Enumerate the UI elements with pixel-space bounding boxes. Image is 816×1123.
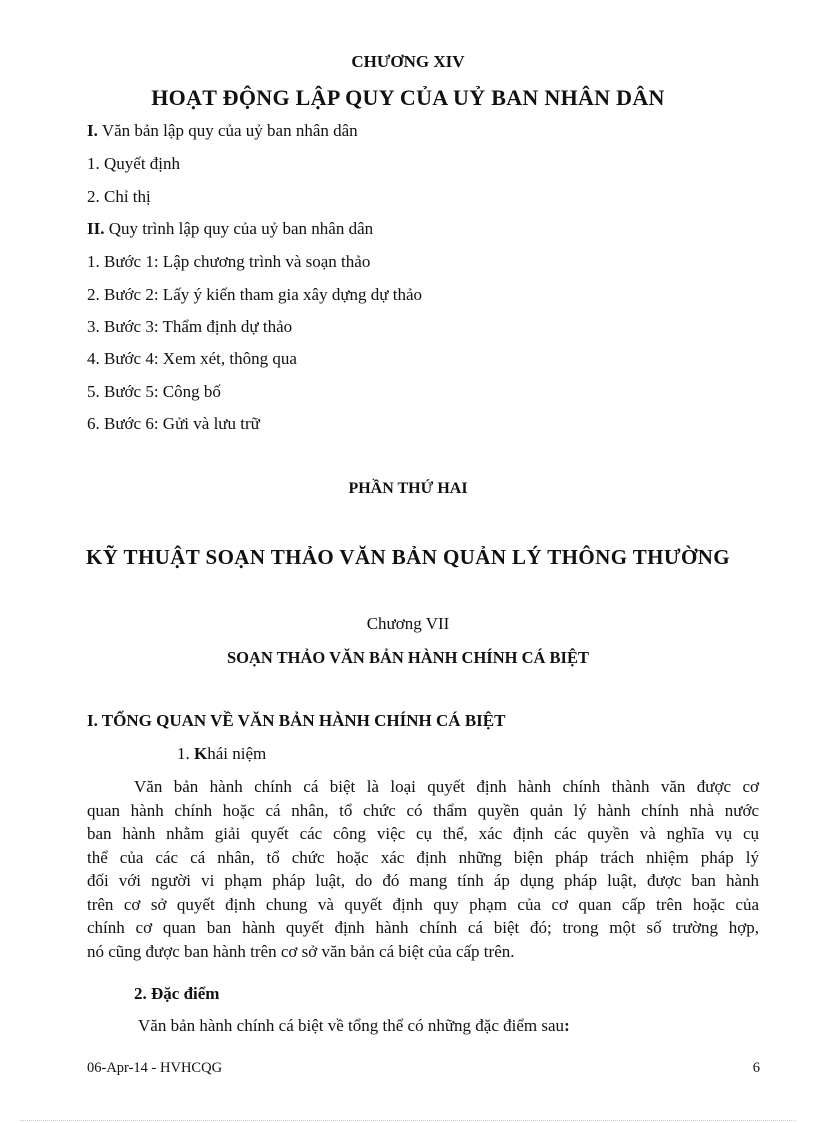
section-numeral: I. — [87, 121, 98, 140]
footer-left — [87, 1060, 222, 1077]
concept-paragraph — [87, 775, 759, 963]
page-number: 6 — [752, 1060, 760, 1076]
paragraph-line: quan hành chính hoặc cá nhân, tổ chức có thẩm quyền quản lý hành chính nhà nước — [87, 800, 759, 820]
part-label: PHẦN THỨ HAI — [348, 480, 468, 497]
outline-item: 3. Bước 3: Thẩm định dự thảo — [87, 317, 293, 336]
paragraph-line: Văn bản hành chính cá biệt là loại quyết định hành chính thành văn được cơ — [134, 777, 759, 796]
outline-item: 1. Bước 1: Lập chương trình và soạn thảo — [87, 252, 371, 271]
outline-item: 1. Quyết định — [87, 154, 181, 173]
features-intro-text: Văn bản hành chính cá biệt về tổng thể có những đặc điểm sau — [138, 1016, 565, 1035]
concept-subheading — [177, 744, 266, 764]
section-numeral: II. — [87, 219, 105, 238]
paragraph-line: thể của các cá nhân, tổ chức hoặc xác định những biện pháp trách nhiệm pháp lý — [87, 847, 759, 867]
part-title: KỸ THUẬT SOẠN THẢO VĂN BẢN QUẢN LÝ THÔNG THƯỜNG — [85, 545, 731, 569]
outline-section-2-heading — [87, 219, 373, 239]
footer-separator: - — [147, 1060, 161, 1076]
page-bottom-divider — [20, 1120, 796, 1121]
footer-source: HVHCQG — [160, 1060, 223, 1076]
section-title: Quy trình lập quy của uỷ ban nhân dân — [104, 219, 374, 238]
paragraph-line: chính cơ quan ban hành quyết định hành chính cá biệt đó; trong một số trường hợp, — [87, 918, 759, 937]
features-heading: 2. Đặc điểm — [134, 984, 220, 1003]
outline-section-1-heading — [87, 121, 358, 141]
features-intro-colon: : — [564, 1016, 570, 1035]
chapter-7-label: Chương VII — [366, 614, 450, 633]
paragraph-line: trên cơ sở quyết định chung và quyết định quy phạm của cơ quan cấp trên hoặc của — [87, 894, 759, 914]
chapter-7-title: SOẠN THẢO VĂN BẢN HÀNH CHÍNH CÁ BIỆT — [227, 648, 589, 667]
paragraph-line: đối với người vi phạm pháp luật, do đó mang tính áp dụng pháp luật, được ban hành — [87, 871, 759, 890]
outline-item: 4. Bước 4: Xem xét, thông qua — [87, 349, 297, 368]
outline-item: 5. Bước 5: Công bố — [87, 382, 221, 401]
chapter-label: CHƯƠNG XIV — [351, 52, 465, 71]
concept-number: 1. — [177, 744, 194, 763]
features-intro — [138, 1016, 570, 1036]
chapter-title: HOẠT ĐỘNG LẬP QUY CỦA UỶ BAN NHÂN DÂN — [151, 85, 665, 110]
overview-heading: I. TỔNG QUAN VỀ VĂN BẢN HÀNH CHÍNH CÁ BIỆT — [87, 711, 506, 730]
paragraph-line: nó cũng được ban hành trên cơ sở văn bản cá biệt của cấp trên. — [87, 941, 515, 961]
outline-item: 2. Bước 2: Lấy ý kiến tham gia xây dựng dự thảo — [87, 285, 423, 304]
outline-item: 6. Bước 6: Gửi và lưu trữ — [87, 414, 260, 433]
concept-rest: hái niệm — [207, 744, 267, 763]
footer-date: 06-Apr-14 — [87, 1060, 148, 1076]
paragraph-line: ban hành nhằm giải quyết các công việc cụ thể, xác định các quyền và nghĩa vụ cụ — [87, 824, 759, 843]
concept-initial: K — [194, 744, 208, 763]
outline-item: 2. Chỉ thị — [87, 187, 151, 206]
section-title: Văn bản lập quy của uỷ ban nhân dân — [97, 121, 358, 140]
